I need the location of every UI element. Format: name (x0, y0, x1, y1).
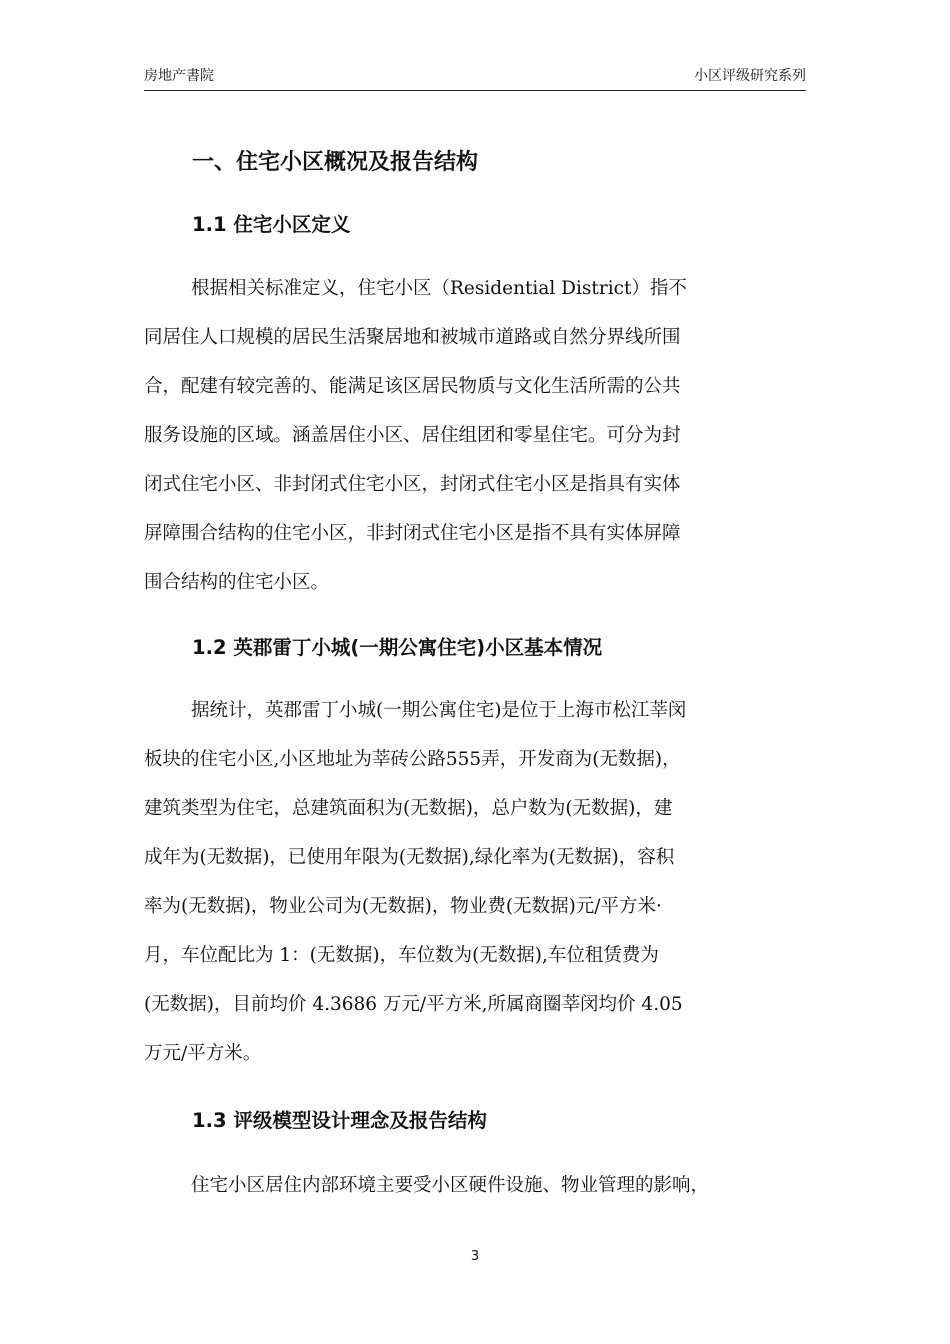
paragraph-line: 合，配建有较完善的、能满足该区居民物质与文化生活所需的公共 (144, 376, 681, 397)
paragraph-line: 住宅小区居住内部环境主要受小区硬件设施、物业管理的影响， (191, 1175, 710, 1196)
paragraph-line: 建筑类型为住宅，总建筑面积为(无数据)，总户数为(无数据)，建 (144, 798, 673, 819)
paragraph-line: 万元/平方米。 (144, 1043, 262, 1064)
paragraph-line: 月，车位配比为 1：(无数据)，车位数为(无数据),车位租赁费为 (144, 945, 659, 966)
paragraph-line: (无数据)，目前均价 4.3686 万元/平方米,所属商圈莘闵均价 4.05 (144, 994, 683, 1015)
paragraph-line: 成年为(无数据)，已使用年限为(无数据),绿化率为(无数据)，容积 (144, 847, 675, 868)
page-number: 3 (470, 1249, 480, 1264)
subsection-1-1-heading: 1.1 住宅小区定义 (192, 213, 351, 236)
paragraph-line: 同居住人口规模的居民生活聚居地和被城市道路或自然分界线所围 (144, 327, 681, 348)
paragraph-line: 率为(无数据)，物业公司为(无数据)，物业费(无数据)元/平方米· (144, 896, 662, 917)
paragraph-line: 围合结构的住宅小区。 (144, 572, 330, 593)
paragraph-line: 服务设施的区域。涵盖居住小区、居住组团和零星住宅。可分为封 (144, 425, 681, 446)
subsection-1-3-heading: 1.3 评级模型设计理念及报告结构 (192, 1109, 487, 1132)
paragraph-line: 据统计，英郡雷丁小城(一期公寓住宅)是位于上海市松江莘闵 (191, 700, 687, 721)
paragraph-line: 根据相关标准定义，住宅小区（Residential District）指不 (191, 278, 687, 299)
header-series-title: 小区评级研究系列 (694, 68, 806, 84)
paragraph-line: 屏障围合结构的住宅小区，非封闭式住宅小区是指不具有实体屏障 (144, 523, 681, 544)
paragraph-line: 闭式住宅小区、非封闭式住宅小区，封闭式住宅小区是指具有实体 (144, 474, 681, 495)
paragraph-community-overview (144, 686, 808, 1078)
header-publisher: 房地产書院 (144, 68, 214, 84)
section-1-heading: 一、住宅小区概况及报告结构 (192, 150, 479, 175)
subsection-1-2-heading: 1.2 英郡雷丁小城(一期公寓住宅)小区基本情况 (192, 636, 603, 659)
paragraph-residential-definition (144, 264, 808, 607)
paragraph-line: 板块的住宅小区,小区地址为莘砖公路555弄，开发商为(无数据)， (144, 749, 681, 770)
page-header (144, 66, 806, 91)
paragraph-rating-model (144, 1161, 808, 1210)
